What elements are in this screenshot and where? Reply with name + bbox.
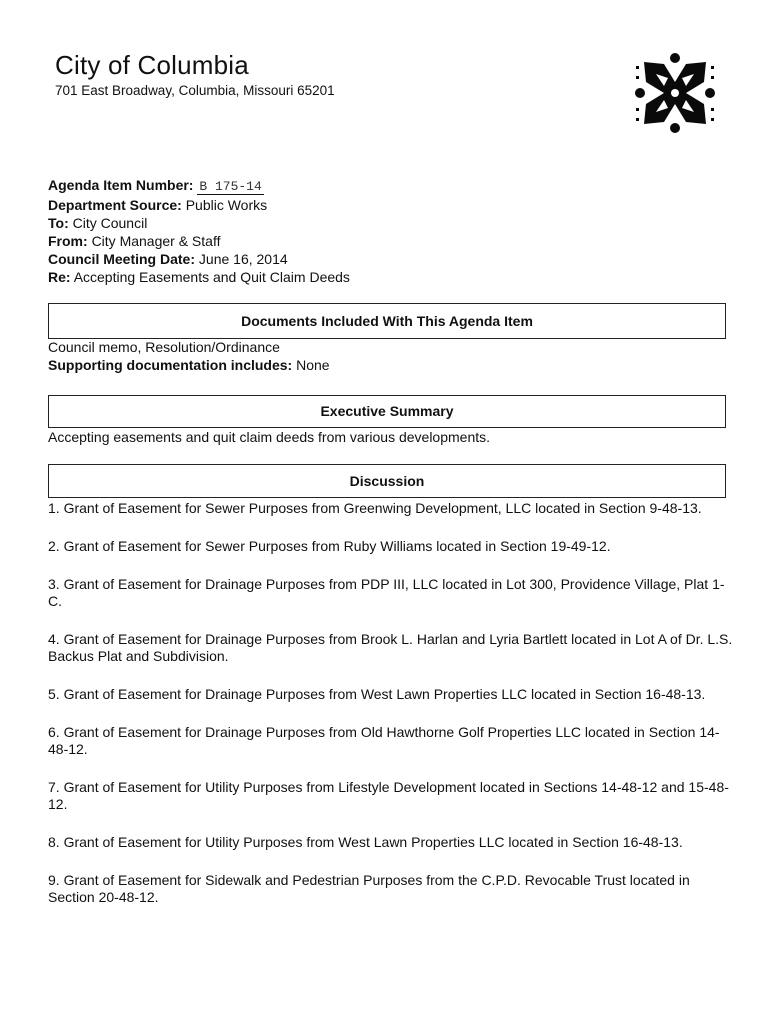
agenda-item-label: Agenda Item Number: xyxy=(48,177,194,193)
from-value: City Manager & Staff xyxy=(91,233,221,249)
meeting-date-label: Council Meeting Date: xyxy=(48,251,196,267)
to-label: To: xyxy=(48,215,69,231)
city-title: City of Columbia xyxy=(55,50,249,80)
discussion-item: 9. Grant of Easement for Sidewalk and Pedestrian Purposes from the C.P.D. Revocable Trust located in Section 20-48-12. xyxy=(48,872,690,905)
re-value: Accepting Easements and Quit Claim Deeds xyxy=(73,269,350,285)
meeting-date-value: June 16, 2014 xyxy=(198,251,288,267)
agenda-metadata xyxy=(48,176,350,286)
discussion-item: 1. Grant of Easement for Sewer Purposes from Greenwing Development, LLC located in Section 9-48-13. xyxy=(48,500,702,516)
discussion-list xyxy=(48,500,738,927)
agenda-item-number: B 175-14 xyxy=(199,179,262,194)
discussion-item: 5. Grant of Easement for Drainage Purposes from West Lawn Properties LLC located in Section 16-48-13. xyxy=(48,686,706,702)
city-address: 701 East Broadway, Columbia, Missouri 65201 xyxy=(55,83,335,98)
re-row xyxy=(48,268,350,286)
executive-summary-heading: Executive Summary xyxy=(48,395,726,428)
discussion-item: 2. Grant of Easement for Sewer Purposes from Ruby Williams located in Section 19-49-12. xyxy=(48,538,611,554)
documents-list: Council memo, Resolution/Ordinance xyxy=(48,339,280,355)
supporting-docs-label: Supporting documentation includes: xyxy=(48,357,293,373)
supporting-docs-value: None xyxy=(296,357,330,373)
from-row xyxy=(48,232,350,250)
discussion-item: 4. Grant of Easement for Drainage Purposes from Brook L. Harlan and Lyria Bartlett located in Lot A of Dr. L.S. Backus Plat and Subdivision. xyxy=(48,631,733,664)
re-label: Re: xyxy=(48,269,71,285)
agenda-item-row xyxy=(48,176,350,196)
department-value: Public Works xyxy=(185,197,268,213)
discussion-item: 8. Grant of Easement for Utility Purposes from West Lawn Properties LLC located in Section 16-48-13. xyxy=(48,834,683,850)
discussion-item: 7. Grant of Easement for Utility Purposes from Lifestyle Development located in Sections 14-48-12 and 15-48-12. xyxy=(48,779,729,812)
to-value: City Council xyxy=(72,215,148,231)
from-label: From: xyxy=(48,233,88,249)
supporting-docs xyxy=(48,357,330,374)
to-row xyxy=(48,214,350,232)
discussion-item: 6. Grant of Easement for Drainage Purposes from Old Hawthorne Golf Properties LLC located in Section 14-48-12. xyxy=(48,724,720,757)
discussion-heading: Discussion xyxy=(48,464,726,498)
documents-heading: Documents Included With This Agenda Item xyxy=(48,303,726,339)
executive-summary-text: Accepting easements and quit claim deeds from various developments. xyxy=(48,429,491,445)
department-row xyxy=(48,196,350,214)
department-label: Department Source: xyxy=(48,197,182,213)
meeting-date-row xyxy=(48,250,350,268)
city-of-columbia-logo-icon xyxy=(634,52,716,134)
discussion-item: 3. Grant of Easement for Drainage Purposes from PDP III, LLC located in Lot 300, Providence Village, Plat 1-C. xyxy=(48,576,725,609)
